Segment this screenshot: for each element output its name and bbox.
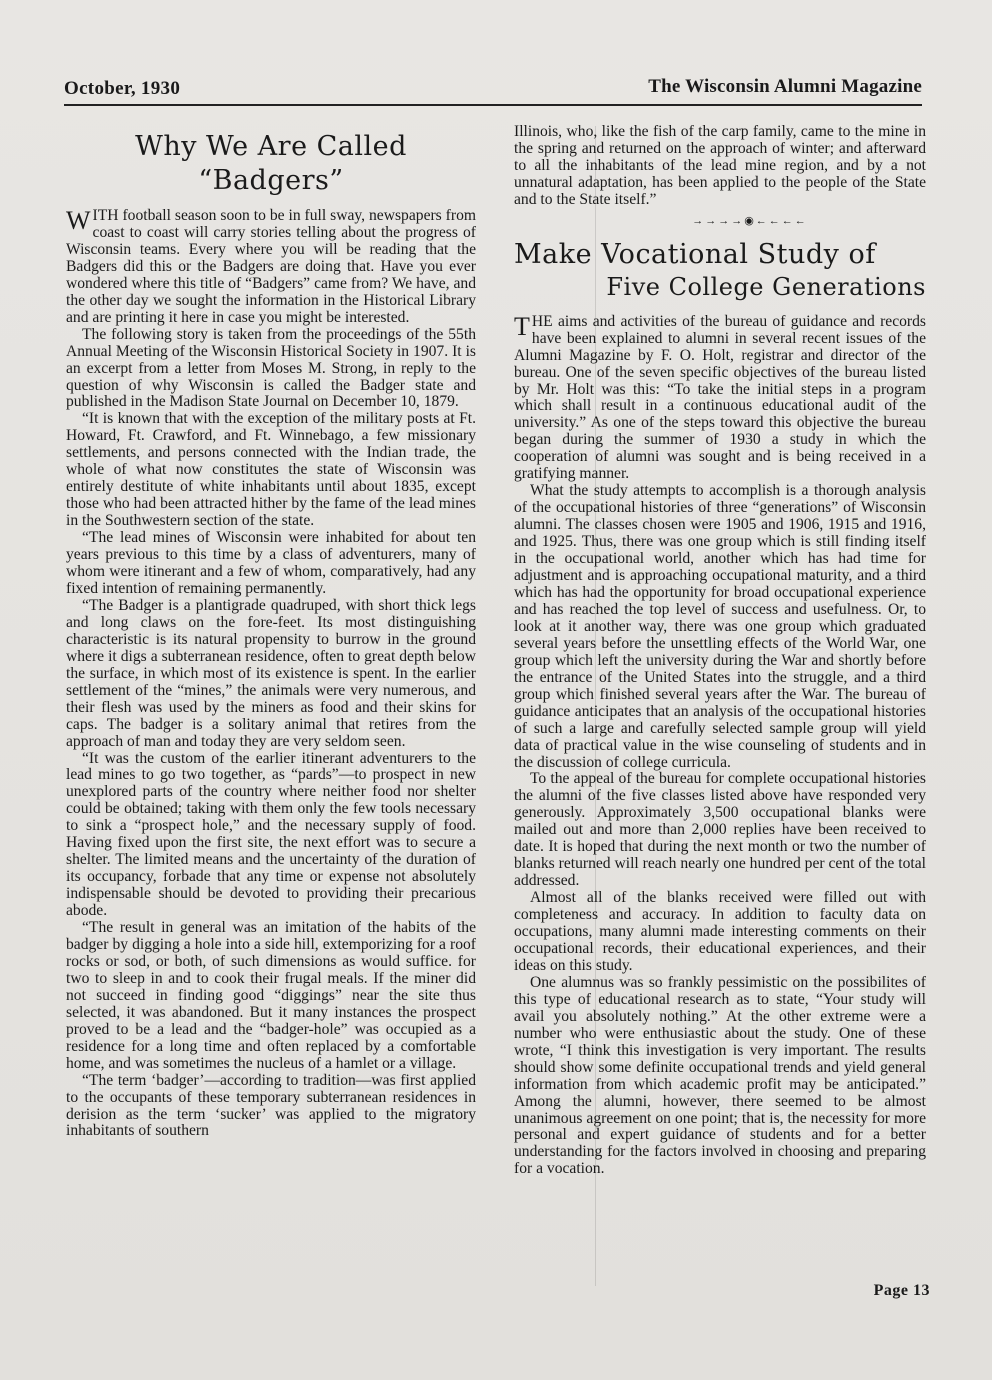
right-column xyxy=(514,124,926,1178)
running-header xyxy=(64,74,922,106)
article1-paragraph: “The Badger is a plantigrade quadruped, with short thick legs and long claws on the fore-feet. Its most distinguishing characteristic is its natural propensity to burrow in the ground where it digs a subterranean residence, often to great depth below the surface, in which most of its existence is spent. In the earlier settlement of the “mines,” the animals were very numerous, and their flesh was used by the miners as food and their skins for caps. The badger is a solitary animal that retires from the approach of man and today they are very seldom seen. xyxy=(66,596,476,750)
article2-title-line2: Five College Generations xyxy=(606,272,926,301)
article1-paragraph: WITH football season soon to be in full sway, newspapers from coast to coast will carry stories telling about the progress of Wisconsin teams. Every where you will be reading that the Badgers did this or the Badgers are doing that. Have you ever wondered where this title of “Badgers” came from? We have, and the other day we sought the information in the Historical Library and are printing it here in case you might be interested. xyxy=(66,206,476,326)
section-ornament: →→→→◉←←←← xyxy=(692,214,808,227)
publication-title: The Wisconsin Alumni Magazine xyxy=(648,76,922,97)
article2-paragraph: One alumnus was so frankly pessimistic on the possibilites of this type of educational research as to state, “Your study will avail you absolutely nothing.” At the other extreme were a number who were enthusiastic about the study. One of these wrote, “I think this investigation is very important. The results should show some definite occupational trends and yield general information from which academic profit may be anticipated.” Among the alumni, however, there seemed to be almost unanimous agreement on one point; that is, the necessity for more personal and expert guidance of students and for a better understanding for the factors involved in choosing and preparing for a vocation. xyxy=(514,973,926,1178)
article1-continuation: Illinois, who, like the fish of the carp family, came to the mine in the spring and returned on the approach of winter; and afterward to all the inhabitants of the lead mine region, and by a not unnatural adaptation, has been applied to the people of the State and to the State itself.” xyxy=(514,123,926,208)
article1-paragraph: The following story is taken from the proceedings of the 55th Annual Meeting of the Wisconsin Historical Society in 1907. It is an excerpt from a letter from Moses M. Strong, in reply to the question of why Wisconsin is called the Badger state and published in the Madison State Journal on December 10, 1879. xyxy=(66,325,476,411)
article2-paragraph: What the study attempts to accomplish is a thorough analysis of the occupational histories of three “generations” of Wisconsin alumni. The classes chosen were 1905 and 1906, 1915 and 1916, and 1925. Thus, there was one group which is still finding itself in the occupational world, another which has had time for adjustment and is approaching occupational maturity, and a third which has had the opportunity for broad occupational experience and has reached the top level of success and usefulness. Or, to look at it another way, there was one group which graduated several years before the unsettling effects of the World War, one group which left the university during the War and shortly before the entrance of the United States into the struggle, and a third group which finished several years after the War. The bureau of guidance anticipates that an analysis of the occupational histories of such a large and carefully selected sample group will yield data of practical value in the wise counseling of students and in the discussion of college curricula. xyxy=(514,482,926,771)
article2-title-line1: Make Vocational Study of xyxy=(514,238,876,270)
article1-paragraph: “It is known that with the exception of the military posts at Ft. Howard, Ft. Crawford, and Ft. Winnebago, a few missionary settlements, and persons connected with the Indian trade, the whole of what now constitutes the state of Wisconsin was entirely destitute of white inhabitants until about 1835, except those who had been attracted hither by the fame of the lead mines in the Southwestern section of the state. xyxy=(66,410,476,530)
left-column xyxy=(66,124,476,1140)
article1-paragraph: “The result in general was an imitation of the habits of the badger by digging a hole into a side hill, extemporizing for a roof rocks or sod, or both, of such dimensions as would suffice. for two to sleep in and to cook their frugal meals. If the miner did not succeed in finding good “diggings” near the site thus selected, it was abandoned. But it many instances the prospect proved to be a lead and the “badger-hole” was occupied as a residence for a long time and often replaced by a comfortable home, and was sometimes the nucleus of a hamlet or a village. xyxy=(66,919,476,1072)
issue-date: October, 1930 xyxy=(64,78,181,99)
article2-paragraph: Almost all of the blanks received were filled out with completeness and accuracy. In addition to faculty data on occupations, many alumni made interesting comments on their occupational records, their educational experiences, and their ideas on this study. xyxy=(514,889,926,974)
article1-paragraph: “The term ‘badger’—according to tradition—was first applied to the occupants of these temporary subterranean residences in derision as the term ‘sucker’ was applied to the migratory inhabitants of southern xyxy=(66,1071,476,1140)
article1-paragraph: “The lead mines of Wisconsin were inhabited for about ten years previous to this time by a class of adventurers, many of whom were itinerant and a few of whom, comparatively, had any fixed intention of remaining permanently. xyxy=(66,529,476,597)
article2-paragraph: To the appeal of the bureau for complete occupational histories the alumni of the five classes listed above have responded very generously. Approximately 3,500 occupational blanks were mailed out and more than 2,000 replies have been received to date. It is hoped that during the next month or two the number of blanks returned will reach nearly one hundred per cent of the total addressed. xyxy=(514,770,926,890)
article1-paragraph: “It was the custom of the earlier itinerant adventurers to the lead mines to go two together, as “pards”—to prospect in new unexplored parts of the country where neither food nor shelter could be obtained; taking with them only the few tools necessary to sink a “prospect hole,” and the necessary supply of food. Having fixed upon the first site, the next effort was to secure a shelter. The limited means and the uncertainty of the duration of its occupancy, forbade that any time or expense not absolutely indispensable should be devoted to providing their precarious abode. xyxy=(66,749,476,920)
article1-dropcap: W xyxy=(66,206,91,235)
article2-paragraph: THE aims and activities of the bureau of guidance and records have been explained to alumni in several recent issues of the Alumni Magazine by F. O. Holt, registrar and director of the bureau. One of the seven specific objectives of the bureau listed by Mr. Holt was this: “To take the initial steps in a program which shall result in a continuous educational audit of the university.” As one of the steps toward this objective the bureau began during the summer of 1930 a study in which the cooperation of alumni was sought and is being received in a gratifying manner. xyxy=(514,311,926,483)
article2-dropcap: T xyxy=(514,311,530,341)
page-number: Page 13 xyxy=(873,1282,930,1299)
article1-title: Why We Are Called “Badgers” xyxy=(135,131,407,196)
